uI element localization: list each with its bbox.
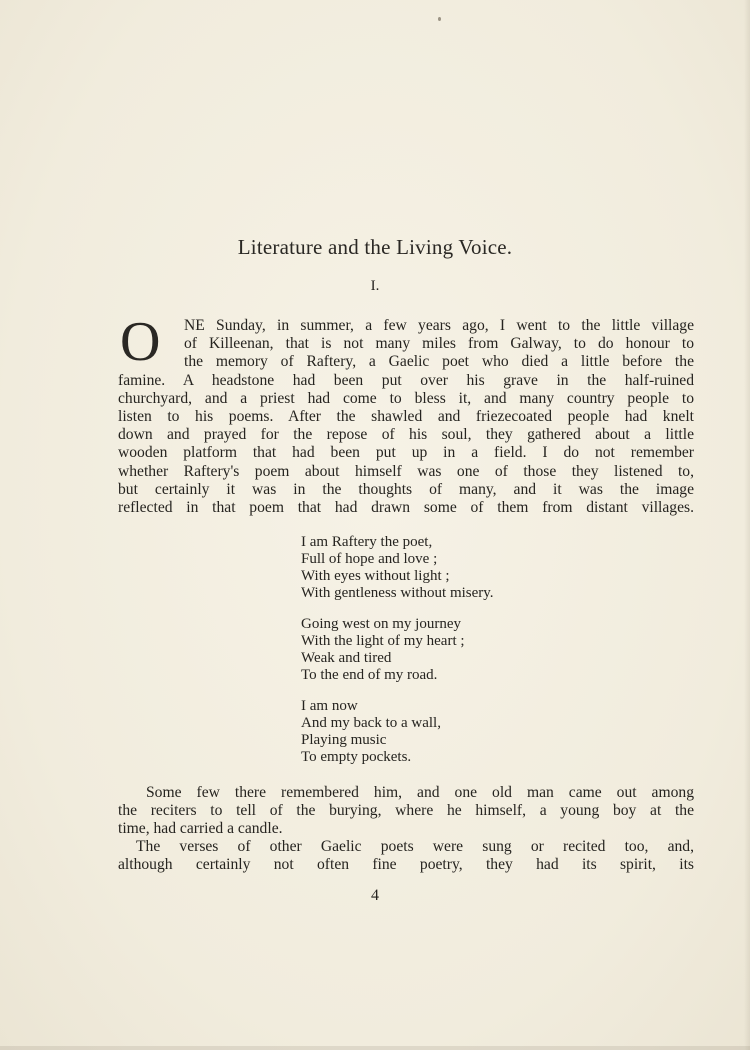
text-line: but certainly it was in the thoughts of many, and it was the image [118, 480, 694, 498]
text-line: the reciters to tell of the burying, where he himself, a young boy at the [118, 802, 694, 820]
verse-stanza-2 [301, 616, 465, 684]
text-line: down and prayed for the repose of his soul, they gathered about a little [118, 426, 694, 444]
paragraph-verses [118, 838, 694, 874]
paragraph-some-few [118, 784, 694, 839]
verse-line: With the light of my heart ; [301, 633, 465, 649]
text-line: of Killeenan, that is not many miles from Galway, to do honour to [184, 335, 694, 353]
verse-line: Playing music [301, 732, 387, 748]
chapter-title: Literature and the Living Voice. [237, 235, 513, 259]
text-line: the memory of Raftery, a Gaelic poet who died a little before the [184, 353, 694, 371]
text-line: NE Sunday, in summer, a few years ago, I went to the little village [184, 317, 694, 334]
section-number: I. [370, 278, 380, 294]
text-line: whether Raftery's poem about himself was one of those they listened to, [118, 462, 694, 480]
paper-speck [438, 17, 441, 21]
page-bottom-edge [0, 1046, 750, 1050]
text-line: wooden platform that had been put up in a field. I do not remember [118, 444, 694, 462]
verse-line: I am now [301, 698, 358, 714]
verse-line: With gentleness without misery. [301, 585, 494, 601]
verse-line: With eyes without light ; [301, 568, 450, 584]
verse-stanza-1 [301, 534, 494, 602]
text-line: time, had carried a candle. [118, 820, 283, 838]
verse-line: I am Raftery the poet, [301, 534, 433, 550]
page-number: 4 [371, 887, 379, 904]
text-line: famine. A headstone had been put over his grave in the half-ruined [118, 371, 694, 389]
text-line: The verses of other Gaelic poets were sung or recited too, and, [136, 838, 694, 855]
verse-stanza-3 [301, 698, 441, 766]
text-line: although certainly not often fine poetry, they had its spirit, its [118, 856, 694, 874]
paragraph-opening [118, 317, 694, 517]
verse-line: Weak and tired [301, 650, 392, 666]
verse-line: And my back to a wall, [301, 715, 441, 731]
verse-line: To the end of my road. [301, 667, 438, 683]
verse-line: To empty pockets. [301, 749, 412, 765]
text-line: listen to his poems. After the shawled and friezecoated people had knelt [118, 407, 694, 425]
verse-line: Going west on my journey [301, 616, 461, 632]
text-line: reflected in that poem that had drawn some of them from distant villages. [118, 498, 694, 516]
verse-line: Full of hope and love ; [301, 551, 438, 567]
text-line: churchyard, and a priest had come to bless it, and many country people to [118, 389, 694, 407]
drop-cap-letter: O [120, 311, 161, 373]
text-line: Some few there remembered him, and one old man came out among [146, 784, 694, 801]
